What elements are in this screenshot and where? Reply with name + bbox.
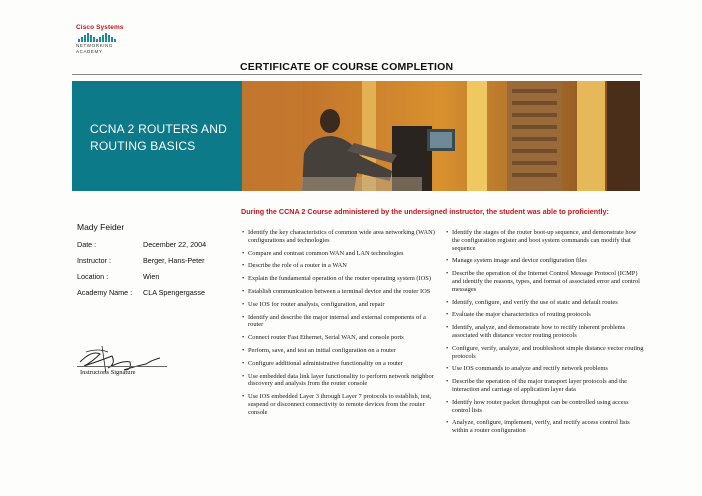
logo-brand-text: Cisco Systems — [76, 24, 124, 31]
banner-photo — [242, 81, 640, 191]
detail-label: Date : — [77, 240, 97, 249]
objective-item: • Configure, verify, analyze, and troubleshoot simple distance vector routing protocols — [446, 345, 644, 361]
objective-item: • Evaluate the major characteristics of routing protocols — [446, 311, 644, 319]
objective-item: • Describe the operation of the Internet Control Message Protocol (ICMP) and identify the reasons, types, and format of associated error and control messages — [446, 270, 644, 293]
objective-item: • Manage system image and device configuration files — [446, 257, 644, 265]
detail-value: December 22, 2004 — [143, 240, 207, 249]
objective-item: • Describe the operation of the major transport layer protocols and the interaction and carriage of application layer data — [446, 378, 644, 394]
objective-item: • Identify how router packet throughput can be controlled using access control lists — [446, 399, 644, 415]
detail-value: CLA Spengergasse — [143, 288, 205, 297]
detail-label: Instructor : — [77, 256, 111, 265]
course-banner — [72, 81, 242, 191]
objective-item: • Identify the stages of the router boot-up sequence, and demonstrate how the configuration register and boot system commands can modify that sequence — [446, 229, 644, 252]
detail-value: Wien — [143, 272, 160, 281]
objective-item: • Analyze, configure, implement, verify, and rectify access control lists within a router configuration — [446, 419, 644, 435]
student-name: Mady Feider — [77, 222, 125, 232]
cisco-networking-academy-logo — [76, 24, 132, 66]
logo-subtitle: NETWORKING ACADEMY — [76, 43, 113, 54]
detail-label: Location : — [77, 272, 109, 281]
course-title: CCNA 2 ROUTERS AND ROUTING BASICS — [90, 122, 227, 153]
detail-label: Academy Name : — [77, 288, 133, 297]
signature-line — [77, 366, 167, 367]
objective-item: • Identify, analyze, and demonstrate how to rectify inherent problems associated with distance vector routing protocols — [446, 324, 644, 340]
objective-item: • Use IOS for router analysis, configuration, and repair — [242, 301, 438, 309]
objective-item: • Connect router Fast Ethernet, Serial WAN, and console ports — [242, 334, 438, 342]
completion-statement: During the CCNA 2 Course administered by the undersigned instructor, the student was able to proficiently: — [241, 207, 609, 216]
objectives-right-list — [446, 229, 644, 440]
objective-item: • Identify, configure, and verify the use of static and default routes — [446, 299, 644, 307]
objectives-left-list — [242, 229, 438, 422]
objective-item: • Use IOS embedded Layer 3 through Layer 7 protocols to establish, test, suspend or disconnect connectivity to remote devices from the router console — [242, 393, 438, 416]
logo-bars-icon — [78, 33, 132, 42]
signature-caption: Instructor's Signature — [80, 369, 136, 376]
objective-item: • Perform, save, and test an initial configuration on a router — [242, 347, 438, 355]
objective-item: • Identify the key characteristics of common wide area networking (WAN) configurations and technologies — [242, 229, 438, 245]
objective-item: • Explain the fundamental operation of the router operating system (IOS) — [242, 275, 438, 283]
objective-item: • Use embedded data link layer functionality to perform network neighbor discovery and analysis from the router console — [242, 373, 438, 389]
objective-item: • Configure additional administrative functionality on a router — [242, 360, 438, 368]
objective-item: • Compare and contrast common WAN and LAN technologies — [242, 250, 438, 258]
objective-item: • Describe the role of a router in a WAN — [242, 262, 438, 270]
certificate-title: CERTIFICATE OF COURSE COMPLETION — [240, 61, 454, 73]
objective-item: • Identify and describe the major internal and external components of a router — [242, 314, 438, 330]
header-divider — [72, 74, 642, 75]
objective-item: • Use IOS commands to analyze and rectify network problems — [446, 365, 644, 373]
objective-item: • Establish communication between a terminal device and the router IOS — [242, 288, 438, 296]
detail-value: Berger, Hans-Peter — [143, 256, 205, 265]
